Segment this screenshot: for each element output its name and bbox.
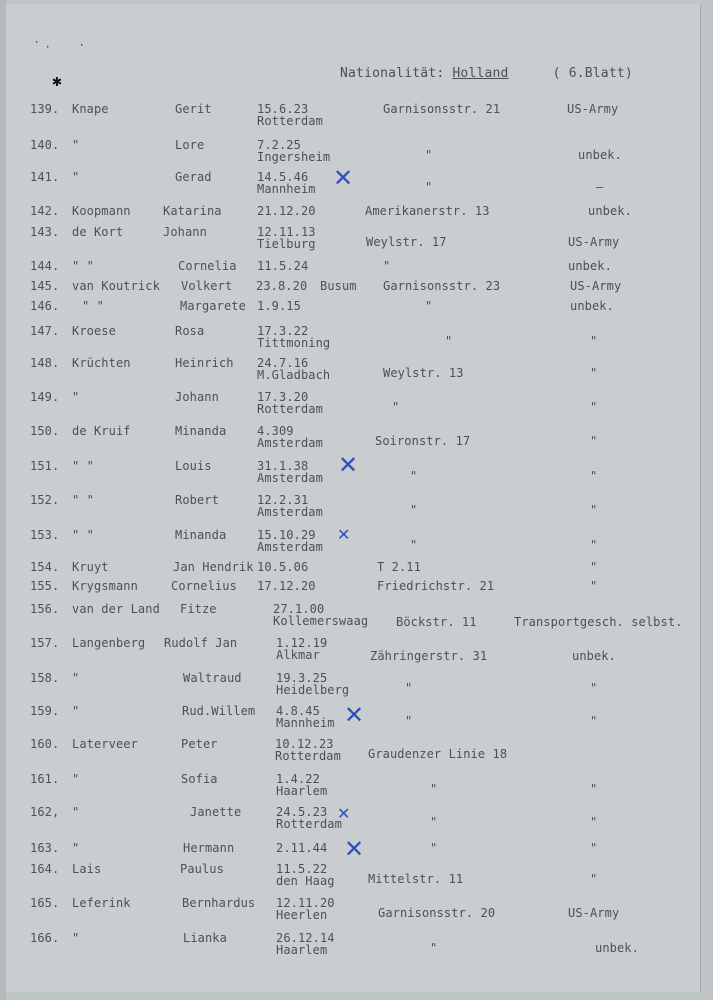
birth-place: Rotterdam <box>257 402 323 416</box>
birth-place: Rotterdam <box>276 817 342 831</box>
address: Garnisonsstr. 21 <box>383 102 501 116</box>
birth-date: 24.5.23 <box>276 805 328 819</box>
surname: Knape <box>72 102 109 116</box>
birth-date: 12.11.20 <box>276 896 335 910</box>
surname: de Kruif <box>72 424 131 438</box>
address: " <box>410 469 418 483</box>
birth-date: 4.8.45 <box>276 704 320 718</box>
entry-number: 157. <box>30 636 60 650</box>
address: " <box>405 714 413 728</box>
given-name: Jan Hendrik <box>173 560 254 574</box>
surname: " " <box>72 459 94 473</box>
status: US-Army <box>570 279 622 293</box>
entry-number: 166. <box>30 931 60 945</box>
status: " <box>590 469 598 483</box>
given-name: Gerit <box>175 102 212 116</box>
given-name: Cornelius <box>171 579 237 593</box>
entry-number: 160. <box>30 737 60 751</box>
entry-number: 147. <box>30 324 60 338</box>
status: unbek. <box>595 941 639 955</box>
entry-number: 162, <box>30 805 60 819</box>
surname: Krygsmann <box>72 579 138 593</box>
surname: " <box>72 704 80 718</box>
given-name: Robert <box>175 493 219 507</box>
birth-date: 15.10.29 <box>257 528 316 542</box>
entry-number: 155. <box>30 579 60 593</box>
entry-number: 148. <box>30 356 60 370</box>
address: " <box>410 538 418 552</box>
given-name: Rud.Willem <box>182 704 256 718</box>
page-header <box>340 66 633 81</box>
entry-number: 163. <box>30 841 60 855</box>
status: " <box>590 560 598 574</box>
birth-date: 24.7.16 <box>257 356 309 370</box>
birth-place: Amsterdam <box>257 540 323 554</box>
birth-date: 12.2.31 <box>257 493 309 507</box>
status: " <box>590 841 598 855</box>
blue-cross-mark: ✕ <box>344 701 365 729</box>
birth-place: Ingersheim <box>257 150 331 164</box>
status: " <box>590 815 598 829</box>
birth-place: M.Gladbach <box>257 368 331 382</box>
given-name: Lianka <box>183 931 227 945</box>
address: " <box>405 681 413 695</box>
birth-place: Heidelberg <box>276 683 350 697</box>
birth-place: Alkmar <box>276 648 320 662</box>
birth-date: 2.11.44 <box>276 841 328 855</box>
birth-date: 14.5.46 <box>257 170 309 184</box>
birth-place: den Haag <box>276 874 335 888</box>
entry-number: 146. <box>30 299 60 313</box>
surname: Kroese <box>72 324 116 338</box>
birth-place: Tielburg <box>257 237 316 251</box>
surname: Koopmann <box>72 204 131 218</box>
address: " <box>430 841 438 855</box>
given-name: Margarete <box>180 299 246 313</box>
given-name: Sofia <box>181 772 218 786</box>
surname: " " <box>72 528 94 542</box>
entry-number: 154. <box>30 560 60 574</box>
birth-date: 21.12.20 <box>257 204 316 218</box>
surname: van der Land <box>72 602 160 616</box>
birth-date: 26.12.14 <box>276 931 335 945</box>
given-name: Paulus <box>180 862 224 876</box>
entry-number: 144. <box>30 259 60 273</box>
status: " <box>590 434 598 448</box>
address: Böckstr. 11 <box>396 615 477 629</box>
address: " <box>425 148 433 162</box>
surname: van Koutrick <box>72 279 160 293</box>
sheet-number: ( 6.Blatt) <box>552 66 633 81</box>
birth-place: Busum <box>320 279 357 293</box>
given-name: Volkert <box>181 279 233 293</box>
given-name: Johann <box>163 225 207 239</box>
surname: " <box>72 841 80 855</box>
address: Soironstr. 17 <box>375 434 471 448</box>
birth-place: Mannheim <box>257 182 316 196</box>
birth-date: 17.12.20 <box>257 579 316 593</box>
surname: " " <box>72 493 94 507</box>
blue-cross-mark: ✕ <box>344 835 365 863</box>
status: Transportgesch. selbst. <box>514 615 683 629</box>
entry-number: 145. <box>30 279 60 293</box>
given-name: Hermann <box>183 841 235 855</box>
status: US-Army <box>568 235 620 249</box>
entry-number: 153. <box>30 528 60 542</box>
birth-date: 11.5.22 <box>276 862 328 876</box>
birth-place: Amsterdam <box>257 436 323 450</box>
address: T 2.11 <box>377 560 421 574</box>
birth-date: 12.11.13 <box>257 225 316 239</box>
status: US-Army <box>567 102 619 116</box>
blue-cross-mark: ✕ <box>333 164 354 192</box>
given-name: Johann <box>175 390 219 404</box>
birth-date: 10.12.23 <box>275 737 334 751</box>
status: " <box>590 579 598 593</box>
birth-date: 27.1.00 <box>273 602 325 616</box>
birth-place: Rotterdam <box>275 749 341 763</box>
surname: Kruyt <box>72 560 109 574</box>
given-name: Minanda <box>175 424 227 438</box>
punch-mark: · <box>79 41 85 51</box>
status: " <box>590 400 598 414</box>
status: unbek. <box>568 259 612 273</box>
birth-date: 23.8.20 <box>256 279 308 293</box>
entry-number: 161. <box>30 772 60 786</box>
status: " <box>590 782 598 796</box>
birth-place: Amsterdam <box>257 471 323 485</box>
ink-blot: ✱ <box>52 71 62 90</box>
address: Weylstr. 17 <box>366 235 447 249</box>
status: " <box>590 538 598 552</box>
punch-mark: · <box>34 38 40 48</box>
surname: " <box>72 138 80 152</box>
address: " <box>430 782 438 796</box>
birth-date: 17.3.20 <box>257 390 309 404</box>
address: Garnisonsstr. 23 <box>383 279 501 293</box>
entry-number: 164. <box>30 862 60 876</box>
entry-number: 152. <box>30 493 60 507</box>
address: Friedrichstr. 21 <box>377 579 495 593</box>
birth-date: 4.309 <box>257 424 294 438</box>
given-name: Gerad <box>175 170 212 184</box>
status: unbek. <box>588 204 632 218</box>
given-name: Rudolf Jan <box>164 636 238 650</box>
birth-place: Haarlem <box>276 784 328 798</box>
surname: " <box>72 170 80 184</box>
entry-number: 139. <box>30 102 60 116</box>
surname: Leferink <box>72 896 131 910</box>
entry-number: 158. <box>30 671 60 685</box>
birth-place: Heerlen <box>276 908 328 922</box>
birth-date: 17.3.22 <box>257 324 309 338</box>
address: " <box>430 815 438 829</box>
status: unbek. <box>570 299 614 313</box>
address: Weylstr. 13 <box>383 366 464 380</box>
birth-date: 1.12.19 <box>276 636 328 650</box>
entry-number: 151. <box>30 459 60 473</box>
given-name: Fitze <box>180 602 217 616</box>
birth-date: 19.3.25 <box>276 671 328 685</box>
entry-number: 143. <box>30 225 60 239</box>
entry-number: 159. <box>30 704 60 718</box>
address: " <box>383 259 391 273</box>
entry-number: 142. <box>30 204 60 218</box>
address: " <box>410 503 418 517</box>
address: " <box>445 334 453 348</box>
surname: " <box>72 931 80 945</box>
given-name: Heinrich <box>175 356 234 370</box>
punch-mark: · <box>45 43 51 53</box>
birth-place: Amsterdam <box>257 505 323 519</box>
birth-place: Mannheim <box>276 716 335 730</box>
entry-number: 165. <box>30 896 60 910</box>
given-name: Lore <box>175 138 205 152</box>
birth-date: 1.4.22 <box>276 772 320 786</box>
birth-place: Tittmoning <box>257 336 331 350</box>
address: Mittelstr. 11 <box>368 872 464 886</box>
given-name: Cornelia <box>178 259 237 273</box>
address: " <box>425 180 433 194</box>
birth-place: Kollemerswaag <box>273 614 369 628</box>
status: unbek. <box>578 148 622 162</box>
surname: Laterveer <box>72 737 138 751</box>
surname: " <box>72 671 80 685</box>
surname: " " <box>72 259 94 273</box>
status: " <box>590 714 598 728</box>
entry-number: 141. <box>30 170 60 184</box>
entry-number: 140. <box>30 138 60 152</box>
address: Garnisonsstr. 20 <box>378 906 496 920</box>
address: Amerikanerstr. 13 <box>365 204 490 218</box>
status: " <box>590 366 598 380</box>
surname: Krüchten <box>72 356 131 370</box>
entry-number: 150. <box>30 424 60 438</box>
blue-cross-mark: ✕ <box>337 525 351 544</box>
status: " <box>590 334 598 348</box>
surname: " " <box>82 299 104 313</box>
status: — <box>596 180 604 194</box>
status: " <box>590 681 598 695</box>
nationality-value: Holland <box>452 66 509 81</box>
address: " <box>392 400 400 414</box>
status: " <box>590 872 598 886</box>
birth-place: Haarlem <box>276 943 328 957</box>
given-name: Bernhardus <box>182 896 256 910</box>
status: " <box>590 503 598 517</box>
blue-cross-mark: ✕ <box>337 804 351 823</box>
status: US-Army <box>568 906 620 920</box>
given-name: Waltraud <box>183 671 242 685</box>
surname: " <box>72 772 80 786</box>
entry-number: 156. <box>30 602 60 616</box>
surname: Lais <box>72 862 102 876</box>
surname: de Kort <box>72 225 124 239</box>
surname: " <box>72 390 80 404</box>
surname: " <box>72 805 80 819</box>
given-name: Peter <box>181 737 218 751</box>
blue-cross-mark: ✕ <box>338 451 359 479</box>
address: " <box>430 941 438 955</box>
birth-date: 15.6.23 <box>257 102 309 116</box>
birth-date: 10.5.06 <box>257 560 309 574</box>
given-name: Katarina <box>163 204 222 218</box>
birth-date: 31.1.38 <box>257 459 309 473</box>
birth-place: Rotterdam <box>257 114 323 128</box>
birth-date: 11.5.24 <box>257 259 309 273</box>
given-name: Minanda <box>175 528 227 542</box>
address: Graudenzer Linie 18 <box>368 747 508 761</box>
address: " <box>425 299 433 313</box>
birth-date: 1.9.15 <box>257 299 301 313</box>
nationality-label: Nationalität: <box>340 66 445 81</box>
surname: Langenberg <box>72 636 146 650</box>
address: Zähringerstr. 31 <box>370 649 488 663</box>
status: unbek. <box>572 649 616 663</box>
given-name: Louis <box>175 459 212 473</box>
given-name: Rosa <box>175 324 205 338</box>
given-name: Janette <box>190 805 242 819</box>
birth-date: 7.2.25 <box>257 138 301 152</box>
entry-number: 149. <box>30 390 60 404</box>
